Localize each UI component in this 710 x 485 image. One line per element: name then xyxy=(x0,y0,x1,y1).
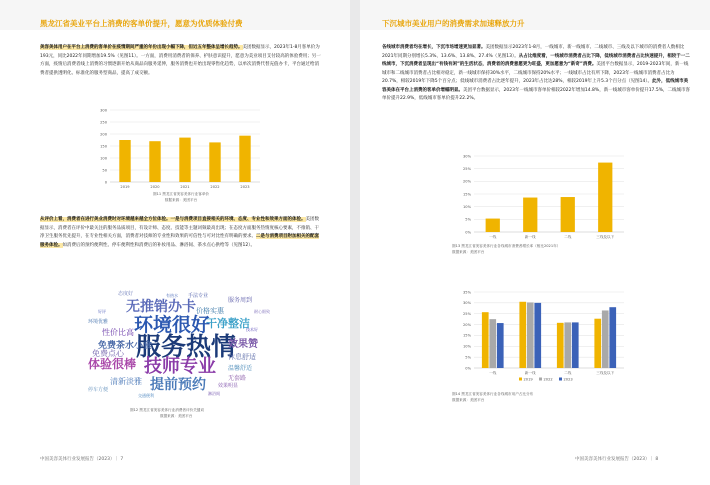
bar xyxy=(572,322,579,368)
bar xyxy=(179,138,190,182)
paragraph-text: 美团数据显示，消费者在评价中最关注的服务品质项目，有设计师、态度、技能等主题词频最高出现；在态度方面服务热情度核心要素，不推销、干净卫生服务优先提升，在专业性相关方面，消费者对技师的专业性和效果的可信性与可对比性有明确的要求。 xyxy=(40,217,319,239)
y-tick-label: 25% xyxy=(463,166,471,171)
bar xyxy=(486,219,500,232)
paragraph-text: 美团平台数据显示，2019-2023年间，新一线城市和二线城市消费者占比相对稳定，新一线城市保持30%水平，二线城市保持20%水平；一线城市占比有所下降，2023年一线城市消费者占比为20.7%，相较2019年下降5个百分点；低线城市消费者占比逐年提升，2023年占比达28%，相较2019年上升5.3个百分点（见图14）。 xyxy=(382,62,689,84)
growth-rate-bar-chart xyxy=(452,150,632,250)
x-tick-label: 新一线 xyxy=(524,371,536,375)
word-cloud-term: 效果明显 xyxy=(218,383,239,389)
word-cloud-term: 好评 xyxy=(98,309,106,314)
legend-swatch xyxy=(519,378,522,381)
highlight-sentence: 二是与消费项目附加相关的配套服务体验。 xyxy=(40,234,319,248)
word-cloud-term: 淋浴间 xyxy=(208,391,220,396)
figure-source: 数据来源：美团平台 xyxy=(452,398,485,402)
paragraph-text: 美团平台数据显示，2023年一线城市客单价相较2022年增加14.8%，新一线城市客单价提升17.5%，二线城市客单价提升22.9%，低线城市客单价提升22.2%。 xyxy=(382,87,690,101)
y-tick-label: 25% xyxy=(463,312,471,317)
figure-13 xyxy=(452,150,632,262)
bar xyxy=(489,319,496,368)
page-right xyxy=(360,0,710,485)
bar xyxy=(209,142,220,182)
word-cloud-term: 休息舒适 xyxy=(228,353,256,361)
word-cloud-term: 耐心细致 xyxy=(254,309,270,314)
y-tick-label: 5% xyxy=(465,355,471,360)
highlight-sentence: 从评价上看，消费者在进行美业消费时对环境越来越全方位体验。一是与消费项目直接相关的环境、态度、专业性和效果方面的体验。 xyxy=(40,217,306,222)
y-tick-label: 300 xyxy=(100,108,107,113)
bar xyxy=(598,163,612,232)
word-cloud-term: 环境很好 xyxy=(134,314,211,336)
y-tick-label: 50 xyxy=(102,168,107,173)
y-tick-label: 35% xyxy=(463,290,471,295)
word-cloud-term: 提前预约 xyxy=(150,377,206,393)
y-tick-label: 5% xyxy=(465,217,471,222)
x-tick-label: 2022 xyxy=(210,185,220,189)
legend-swatch xyxy=(539,378,542,381)
x-tick-label: 2023 xyxy=(240,185,250,189)
word-cloud-term: 交通便利 xyxy=(138,393,154,398)
word-cloud-term: 效果赞 xyxy=(228,339,258,350)
x-tick-label: 二线 xyxy=(564,371,572,375)
paragraph-text: 美团数据显示，2023年1-8月客单价为193元，同比2022年同期增加19.5%（见图11）。一方面，消费用消费者的保养、护肤意识提升，愿意为美业项目支付较高的体验费用；另一方面，疫情后消费者线上消费的习惯逐渐开始从商品向服务延伸，服务消费也开始出现零售化趋势，以单次消费代替充值办卡，平台通过给消费者提供透明化、标准化的服务型商品，提高了成交额。 xyxy=(40,45,321,76)
word-cloud-term: 有热水 xyxy=(166,293,178,298)
word-cloud-term: 技术好 xyxy=(246,327,258,332)
legend-label: 2019 xyxy=(523,377,533,382)
word-cloud-term: 停车方便 xyxy=(88,387,109,393)
y-tick-label: 30% xyxy=(463,301,471,306)
x-tick-label: 新一线 xyxy=(524,235,536,239)
word-cloud-term: 无套路 xyxy=(228,375,247,382)
y-tick-label: 20% xyxy=(463,179,471,184)
y-tick-label: 0% xyxy=(465,366,471,371)
word-cloud-term: 温馨舒适 xyxy=(228,365,253,372)
bar xyxy=(482,312,489,368)
page-left xyxy=(0,0,350,485)
figure-caption: 图12 黑龙江省美容美体行业消费者评价关键词 xyxy=(130,408,204,412)
bar xyxy=(519,302,526,368)
figure-11 xyxy=(40,100,322,210)
bold-sentence: 各线城市消费者均在增长，下沉市场增速更加显著。 xyxy=(382,45,486,50)
bold-sentence: 此外，低线城市美容美体在平台上消费的客单价增幅明显。 xyxy=(382,79,689,93)
bar xyxy=(239,136,250,182)
bold-sentence: 从占比维度看，一线城市消费者占比下降，低线城市消费者占比快速提升，相较于一二线城市，下沉消费者呈现出“有钱有闲”的生活状态，消费者的消费意愿更为旺盛，更加愿意为“新奇”消费。 xyxy=(382,53,690,67)
legend-label: 2023 xyxy=(563,377,573,382)
x-tick-label: 2020 xyxy=(150,185,160,189)
y-tick-label: 15% xyxy=(463,333,471,338)
x-tick-label: 2019 xyxy=(120,185,130,189)
user-share-grouped-bar-chart xyxy=(452,286,632,390)
figure-source: 数据来源：美团平台 xyxy=(452,250,485,254)
word-cloud-term: 干净整洁 xyxy=(206,317,250,330)
bar xyxy=(602,310,609,368)
word-cloud-term: 体验很棒 xyxy=(88,357,137,371)
x-tick-label: 三线及以下 xyxy=(596,371,615,375)
figure-caption: 图14 黑龙江省美容美体行业各线城市用户占比分布 xyxy=(452,392,534,396)
figure-caption: 图11 黑龙江省美容美体行业客单价 xyxy=(152,192,210,196)
section-title: 下沉城市美业用户的消费需求加速释放力升 xyxy=(382,19,525,28)
bar xyxy=(561,197,575,232)
bar xyxy=(527,302,534,368)
word-cloud-term: 免费茶水小食 xyxy=(98,341,153,351)
word-cloud-term: 价格实惠 xyxy=(196,307,224,315)
figure-source: 数据来源：美团平台 xyxy=(164,198,198,202)
y-tick-label: 0 xyxy=(104,180,107,185)
y-tick-label: 10% xyxy=(463,204,471,209)
y-tick-label: 250 xyxy=(100,120,107,125)
bar xyxy=(523,198,537,232)
x-tick-label: 二线 xyxy=(564,235,572,239)
page-footer: 中国美容美体行业发展报告（2023）｜ 7 xyxy=(40,457,124,462)
bar xyxy=(609,307,616,368)
bar xyxy=(594,319,601,368)
body-paragraph xyxy=(40,44,322,78)
x-tick-label: 一线 xyxy=(489,371,497,375)
bar xyxy=(497,323,504,368)
word-cloud-term: 态度好 xyxy=(118,291,134,297)
x-tick-label: 三线及以下 xyxy=(596,235,615,239)
word-cloud-term: 清新淡雅 xyxy=(110,377,142,386)
x-tick-label: 一线 xyxy=(489,235,497,239)
word-cloud-term: 服务周到 xyxy=(228,297,253,304)
paragraph-text: 如消费后的预约便利性、停车便利性和消费后的补妆用品、淋浴间、茶水点心供给等（见图12）。 xyxy=(62,242,255,248)
bar xyxy=(557,323,564,368)
bar xyxy=(119,140,130,182)
figure-14 xyxy=(452,286,632,412)
word-cloud-term: 无推销办卡 xyxy=(126,299,196,315)
word-cloud-term: 免费点心 xyxy=(92,349,124,358)
unit-price-bar-chart xyxy=(40,100,322,196)
y-tick-label: 150 xyxy=(100,144,107,149)
body-paragraph xyxy=(382,44,690,104)
y-tick-label: 30% xyxy=(463,154,471,159)
y-tick-label: 0% xyxy=(465,230,471,235)
figure-caption: 图13 黑龙江省美容美体行业各线城市消费者增长率（相比2021年） xyxy=(452,244,561,248)
word-cloud xyxy=(78,278,288,408)
section-title: 黑龙江省美业平台上消费的客单价提升，愿意为优质体验付费 xyxy=(40,19,243,28)
paragraph-text: 美团数据显示2023年1-8月，一线城市、新一线城市、二线城市、三线及以下城市的消费者人数相比2021年同期分别增长5.3%、13.6%、13.8%、27.4%（见图13）。 xyxy=(382,45,685,59)
page-footer: 中国美容美体行业发展报告（2023）｜ 8 xyxy=(575,457,659,462)
y-tick-label: 100 xyxy=(100,156,107,161)
bar xyxy=(149,141,160,182)
x-tick-label: 2021 xyxy=(180,185,190,189)
bar xyxy=(564,322,571,368)
word-cloud-term: 手法专业 xyxy=(188,293,209,299)
highlight-sentence: 美容美体用户在平台上消费的客单价在疫情期间严重的年份出现小幅下降，但近五年整体呈增长趋势。 xyxy=(40,45,243,50)
y-tick-label: 20% xyxy=(463,322,471,327)
y-tick-label: 15% xyxy=(463,192,471,197)
bar xyxy=(534,303,541,368)
word-cloud-term: 环境优雅 xyxy=(88,319,109,325)
word-cloud-term: 性价比高 xyxy=(102,328,134,337)
word-cloud-term: 服务热情 xyxy=(136,332,237,361)
body-paragraph xyxy=(40,216,322,250)
y-tick-label: 200 xyxy=(100,132,107,137)
word-cloud-term: 技师专业 xyxy=(144,356,216,377)
legend-label: 2022 xyxy=(543,377,553,382)
legend-swatch xyxy=(559,378,562,381)
y-tick-label: 10% xyxy=(463,344,471,349)
figure-source: 数据来源：美团平台 xyxy=(160,414,193,418)
